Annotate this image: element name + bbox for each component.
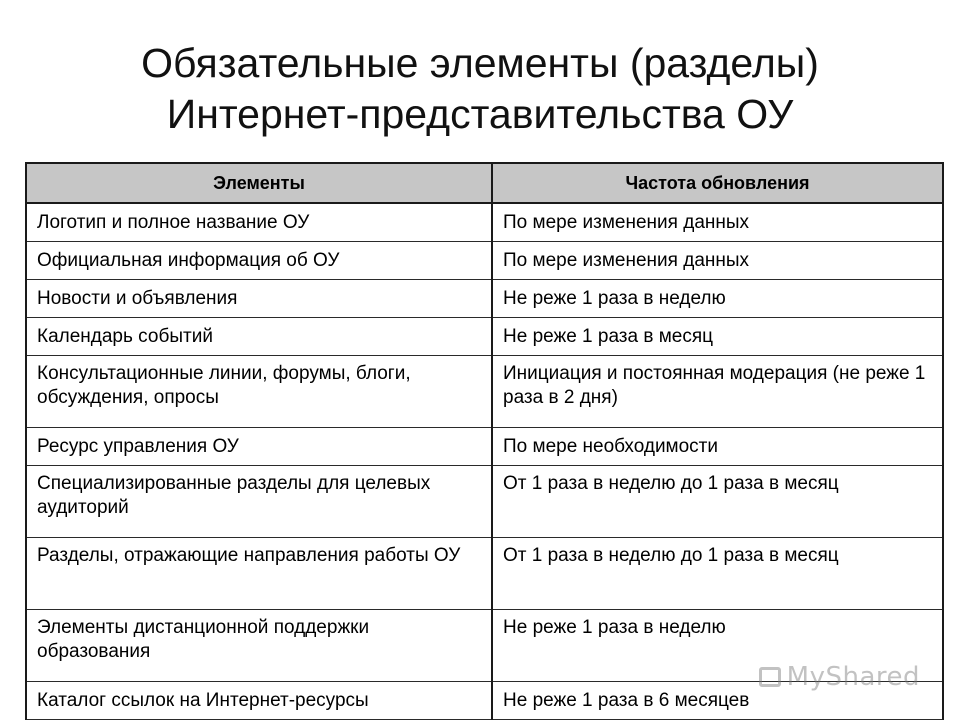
cell-element: Консультационные линии, форумы, блоги, обсуждения, опросы bbox=[26, 356, 492, 428]
cell-element: Разделы, отражающие направления работы ОУ bbox=[26, 538, 492, 610]
header-elements: Элементы bbox=[26, 163, 492, 203]
cell-frequency: От 1 раза в неделю до 1 раза в месяц bbox=[492, 466, 943, 538]
cell-element: Официальная информация об ОУ bbox=[26, 242, 492, 280]
header-frequency: Частота обновления bbox=[492, 163, 943, 203]
table-row bbox=[26, 356, 943, 428]
cell-frequency: Инициация и постоянная модерация (не реже 1 раза в 2 дня) bbox=[492, 356, 943, 428]
table-row bbox=[26, 610, 943, 682]
cell-element: Специализированные разделы для целевых аудиторий bbox=[26, 466, 492, 538]
table-row bbox=[26, 280, 943, 318]
cell-frequency: Не реже 1 раза в неделю bbox=[492, 280, 943, 318]
slide-title bbox=[0, 38, 960, 140]
cell-frequency: По мере изменения данных bbox=[492, 242, 943, 280]
cell-frequency: Не реже 1 раза в месяц bbox=[492, 318, 943, 356]
cell-element: Логотип и полное название ОУ bbox=[26, 203, 492, 242]
cell-frequency: По мере изменения данных bbox=[492, 203, 943, 242]
cell-frequency: По мере необходимости bbox=[492, 428, 943, 466]
table-row bbox=[26, 318, 943, 356]
slide-title-line-1: Обязательные элементы (разделы) bbox=[141, 40, 819, 86]
table-row bbox=[26, 242, 943, 280]
table-row bbox=[26, 466, 943, 538]
table-row bbox=[26, 428, 943, 466]
cell-element: Каталог ссылок на Интернет-ресурсы bbox=[26, 682, 492, 720]
cell-element: Ресурс управления ОУ bbox=[26, 428, 492, 466]
table-row bbox=[26, 203, 943, 242]
slide-title-line-2: Интернет-представительства ОУ bbox=[166, 91, 794, 137]
elements-table bbox=[25, 162, 944, 720]
table-row bbox=[26, 682, 943, 720]
cell-frequency: Не реже 1 раза в 6 месяцев bbox=[492, 682, 943, 720]
table-header-row bbox=[26, 163, 943, 203]
cell-element: Новости и объявления bbox=[26, 280, 492, 318]
cell-frequency: Не реже 1 раза в неделю bbox=[492, 610, 943, 682]
elements-table-container bbox=[25, 162, 942, 720]
cell-element: Элементы дистанционной поддержки образования bbox=[26, 610, 492, 682]
watermark-text: MyShared bbox=[786, 662, 920, 692]
cell-element: Календарь событий bbox=[26, 318, 492, 356]
cell-frequency: От 1 раза в неделю до 1 раза в месяц bbox=[492, 538, 943, 610]
table-row bbox=[26, 538, 943, 610]
